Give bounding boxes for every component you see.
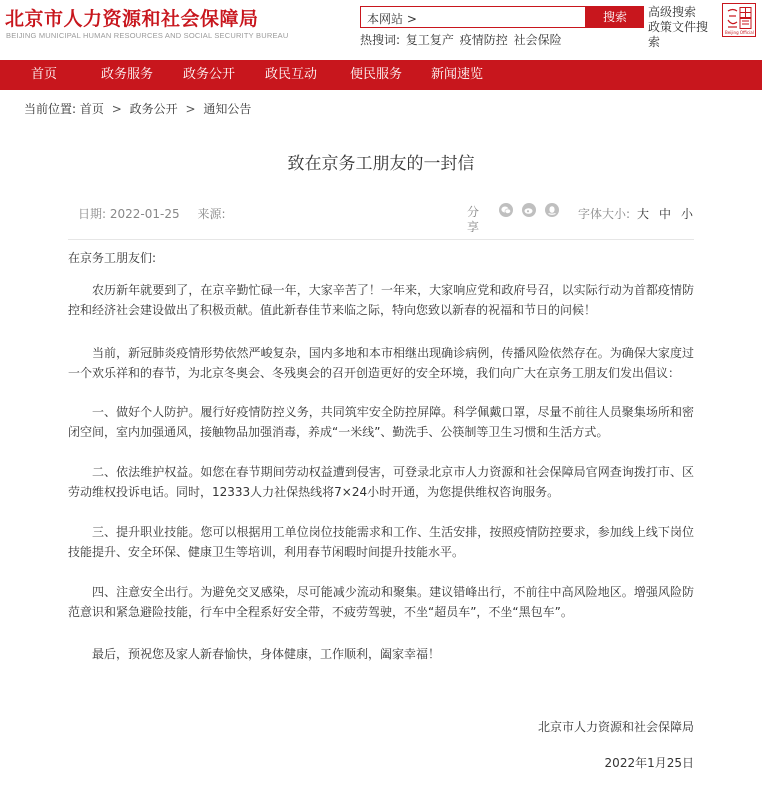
weibo-share-icon[interactable] (522, 203, 536, 217)
article-paragraph: 四、注意安全出行。为避免交叉感染，尽可能减少流动和聚集。建议错峰出行，不前往中高风险地区。增强风险防范意识和紧急避险技能，行车中全程系好安全带，不疲劳驾驶，不坐“超员车”，不坐“黑包车”。 (68, 585, 694, 619)
hot-search (360, 31, 562, 48)
main-nav (0, 60, 762, 90)
breadcrumb-label: 当前位置: (24, 102, 77, 116)
wechat-share-icon[interactable] (499, 203, 513, 217)
article-paragraph: 当前，新冠肺炎疫情形势依然严峻复杂，国内多地和本市相继出现确诊病例，传播风险依然存在。为确保大家度过一个欢乐祥和的春节，为北京冬奥会、冬残奥会的召开创造更好的安全环境，我们向广大在京务工朋友们发出倡议： (68, 346, 694, 380)
search-scope[interactable]: 本网站 > (367, 12, 417, 26)
search-input[interactable] (360, 6, 586, 28)
nav-item-gov-affairs[interactable]: 政务公开 (183, 67, 236, 82)
nav-item-interaction[interactable]: 政民互动 (265, 67, 318, 82)
advanced-search-link[interactable]: 高级搜索 (648, 5, 697, 19)
article-title: 致在京务工朋友的一封信 (287, 154, 475, 174)
hot-word-link[interactable]: 疫情防控 (459, 33, 508, 47)
font-size-medium-button[interactable]: 中 (659, 207, 672, 221)
article-sign-date: 2022年1月25日 (604, 756, 694, 770)
share-label: 分享 (467, 205, 480, 234)
site-title[interactable]: 北京市人力资源和社会保障局 (5, 8, 259, 30)
article-paragraph: 三、提升职业技能。您可以根据用工单位岗位技能需求和工作、生活安排，按照疫情防控要求，参加线上线下岗位技能提升、安全环保、健康卫生等培训，利用春节闲暇时间提升技能水平。 (68, 525, 694, 559)
article-paragraph: 最后，预祝您及家人新春愉快，身体健康，工作顺利，阖家幸福！ (92, 647, 441, 661)
nav-item-gov-services[interactable]: 政务服务 (101, 67, 154, 82)
article-meta (78, 205, 225, 222)
article-source: 来源: (197, 207, 226, 221)
divider (68, 239, 694, 240)
hot-word-link[interactable]: 社会保险 (513, 33, 562, 47)
article-paragraph: 农历新年就要到了，在京辛勤忙碌一年，大家辛苦了！一年来，大家响应党和政府号召，以实际行动为首都疫情防控和经济社会建设做出了积极贡献。值此新春佳节来临之际，特向您致以新春的祝福和节日的问候！ (68, 283, 694, 317)
advanced-search-links (648, 5, 712, 50)
nav-item-news[interactable]: 新闻速览 (431, 67, 484, 82)
search-button[interactable]: 搜索 (586, 6, 644, 28)
nav-item-public-services[interactable]: 便民服务 (350, 67, 403, 82)
capital-window-logo[interactable] (722, 3, 756, 37)
article-paragraph: 二、依法维护权益。如您在春节期间劳动权益遭到侵害，可登录北京市人力资源和社会保障局官网查询拨打市、区劳动维权投诉电话。同时，12333人力社保热线将7×24小时开通，为您提供维权咨询服务。 (68, 465, 694, 499)
site-header (0, 0, 762, 60)
breadcrumb-separator: > (185, 102, 196, 116)
hot-word-link[interactable]: 复工复产 (405, 33, 454, 47)
nav-item-home[interactable]: 首页 (31, 67, 58, 82)
logo-mark-icon (726, 7, 752, 29)
logo-caption: Beijing Official (725, 30, 754, 35)
hot-search-label: 热搜词: (360, 33, 401, 47)
article-paragraph: 一、做好个人防护。履行好疫情防控义务，共同筑牢安全防控屏障。科学佩戴口罩，尽量不前往人员聚集场所和密闭空间，室内加强通风，接触物品加强消毒，养成“一米线”、勤洗手、公筷制等卫生习惯和生活方式。 (68, 405, 694, 439)
font-size-label: 字体大小: (578, 207, 631, 221)
breadcrumb-home[interactable]: 首页 (79, 102, 104, 116)
article-greeting: 在京务工朋友们: (68, 251, 157, 265)
site-subtitle: BEIJING MUNICIPAL HUMAN RESOURCES AND SOCIAL SECURITY BUREAU (6, 31, 289, 40)
article-date: 日期: 2022-01-25 (78, 207, 180, 221)
breadcrumb (24, 100, 251, 117)
font-size-small-button[interactable]: 小 (681, 207, 694, 221)
breadcrumb-notices[interactable]: 通知公告 (203, 102, 252, 116)
font-size-large-button[interactable]: 大 (637, 207, 650, 221)
policy-search-link[interactable]: 政策文件搜索 (648, 20, 709, 49)
qq-share-icon[interactable] (545, 203, 559, 217)
breadcrumb-gov-affairs[interactable]: 政务公开 (129, 102, 178, 116)
breadcrumb-separator: > (111, 102, 122, 116)
article-signature: 北京市人力资源和社会保障局 (537, 720, 694, 734)
